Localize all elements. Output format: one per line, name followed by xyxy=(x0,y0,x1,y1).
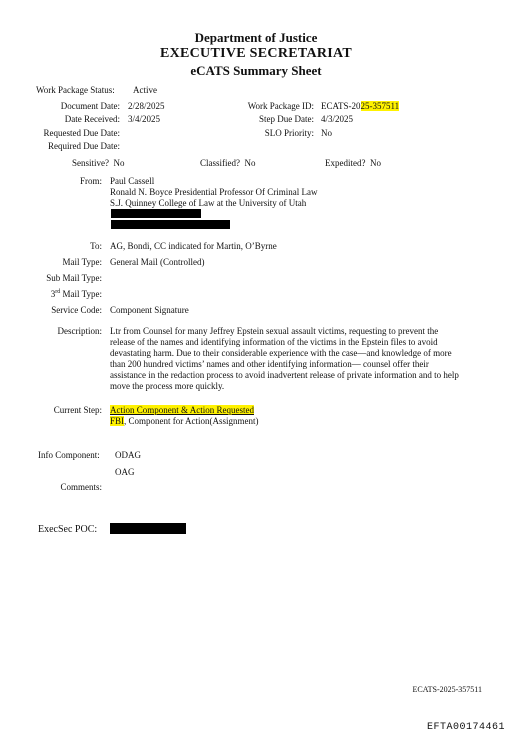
to-value: AG, Bondi, CC indicated for Martin, O’Byrne xyxy=(110,241,277,251)
slo-priority-value: No xyxy=(321,128,332,138)
bates-number: EFTA00174461 xyxy=(426,722,505,733)
current-step-assignment: , Component for Action(Assignment) xyxy=(124,416,259,426)
redaction-bar xyxy=(110,523,186,534)
service-code-value: Component Signature xyxy=(110,305,189,315)
info-component-value: OAG xyxy=(115,467,135,477)
current-step-action: Action Component & Action Requested xyxy=(110,405,254,415)
work-package-status-label: Work Package Status: xyxy=(36,85,115,95)
description-label: Description: xyxy=(57,326,102,336)
current-step-label: Current Step: xyxy=(53,405,102,415)
date-received-value: 3/4/2025 xyxy=(128,114,161,124)
document-date-value: 2/28/2025 xyxy=(128,101,165,111)
info-component-value: ODAG xyxy=(115,450,141,460)
summary-sheet-title: eCATS Summary Sheet xyxy=(190,63,322,78)
slo-priority-label: SLO Priority: xyxy=(264,128,314,138)
work-package-status-value: Active xyxy=(133,85,157,95)
work-package-id-highlight: 25-357511 xyxy=(360,101,400,111)
expedited-value: No xyxy=(369,158,381,168)
description-text: Ltr from Counsel for many Jeffrey Epstein sexual assault victims, requesting to prevent the release of the names and identifying information of the victims in the Epstein files to avoid devastating harm. Due to their considerable experience with the case—and knowledge of more than 200 hundred victims’ names and other identifying information— counsel offer their assistance in the redaction process to avoid inadvertent release of private information and to help move the process more quickly. xyxy=(110,326,459,391)
third-mail-type-label xyxy=(0,289,102,300)
redaction-bar xyxy=(111,220,230,229)
classified-flag xyxy=(200,158,256,169)
from-name: Paul Cassell xyxy=(110,176,155,186)
classified-label: Classified? xyxy=(200,158,240,168)
expedited-label: Expedited? xyxy=(325,158,366,168)
date-received-label: Date Received: xyxy=(64,114,120,124)
info-component-label: Info Component: xyxy=(38,450,100,460)
current-step-line1 xyxy=(110,405,254,416)
redaction-bar xyxy=(111,209,201,218)
mail-type-value: General Mail (Controlled) xyxy=(110,257,205,267)
requested-due-date-label: Requested Due Date: xyxy=(43,128,120,138)
sub-mail-type-label: Sub Mail Type: xyxy=(46,273,102,283)
work-package-id-value xyxy=(321,101,399,112)
step-due-date-label: Step Due Date: xyxy=(259,114,314,124)
to-label: To: xyxy=(90,241,102,251)
department-title: Department of Justice xyxy=(194,30,318,45)
sensitive-flag xyxy=(72,158,125,169)
from-label: From: xyxy=(79,176,102,186)
from-institution: S.J. Quinney College of Law at the University of Utah xyxy=(110,198,307,208)
expedited-flag xyxy=(325,158,381,169)
sensitive-value: No xyxy=(113,158,125,168)
service-code-label: Service Code: xyxy=(51,305,102,315)
from-title: Ronald N. Boyce Presidential Professor Of Criminal Law xyxy=(110,187,318,197)
third-mail-type-label-rest: Mail Type: xyxy=(60,289,102,299)
step-due-date-value: 4/3/2025 xyxy=(321,114,354,124)
mail-type-label: Mail Type: xyxy=(62,257,102,267)
current-step-line2 xyxy=(110,416,259,427)
footer-reference: ECATS-2025-357511 xyxy=(412,685,482,694)
sensitive-label: Sensitive? xyxy=(72,158,109,168)
third-mail-type-label-num: 3 xyxy=(50,289,56,299)
work-package-id-label: Work Package ID: xyxy=(247,101,314,111)
execsec-poc-label: ExecSec POC: xyxy=(38,524,98,535)
executive-secretariat-title: EXECUTIVE SECRETARIAT xyxy=(159,46,353,61)
classified-value: No xyxy=(244,158,256,168)
comments-label: Comments: xyxy=(60,482,102,492)
third-mail-type-label-sup: rd xyxy=(55,289,61,295)
work-package-id-prefix: ECATS-20 xyxy=(321,101,361,111)
document-date-label: Document Date: xyxy=(60,101,120,111)
current-step-component: FBI xyxy=(110,416,125,426)
required-due-date-label: Required Due Date: xyxy=(48,141,120,151)
